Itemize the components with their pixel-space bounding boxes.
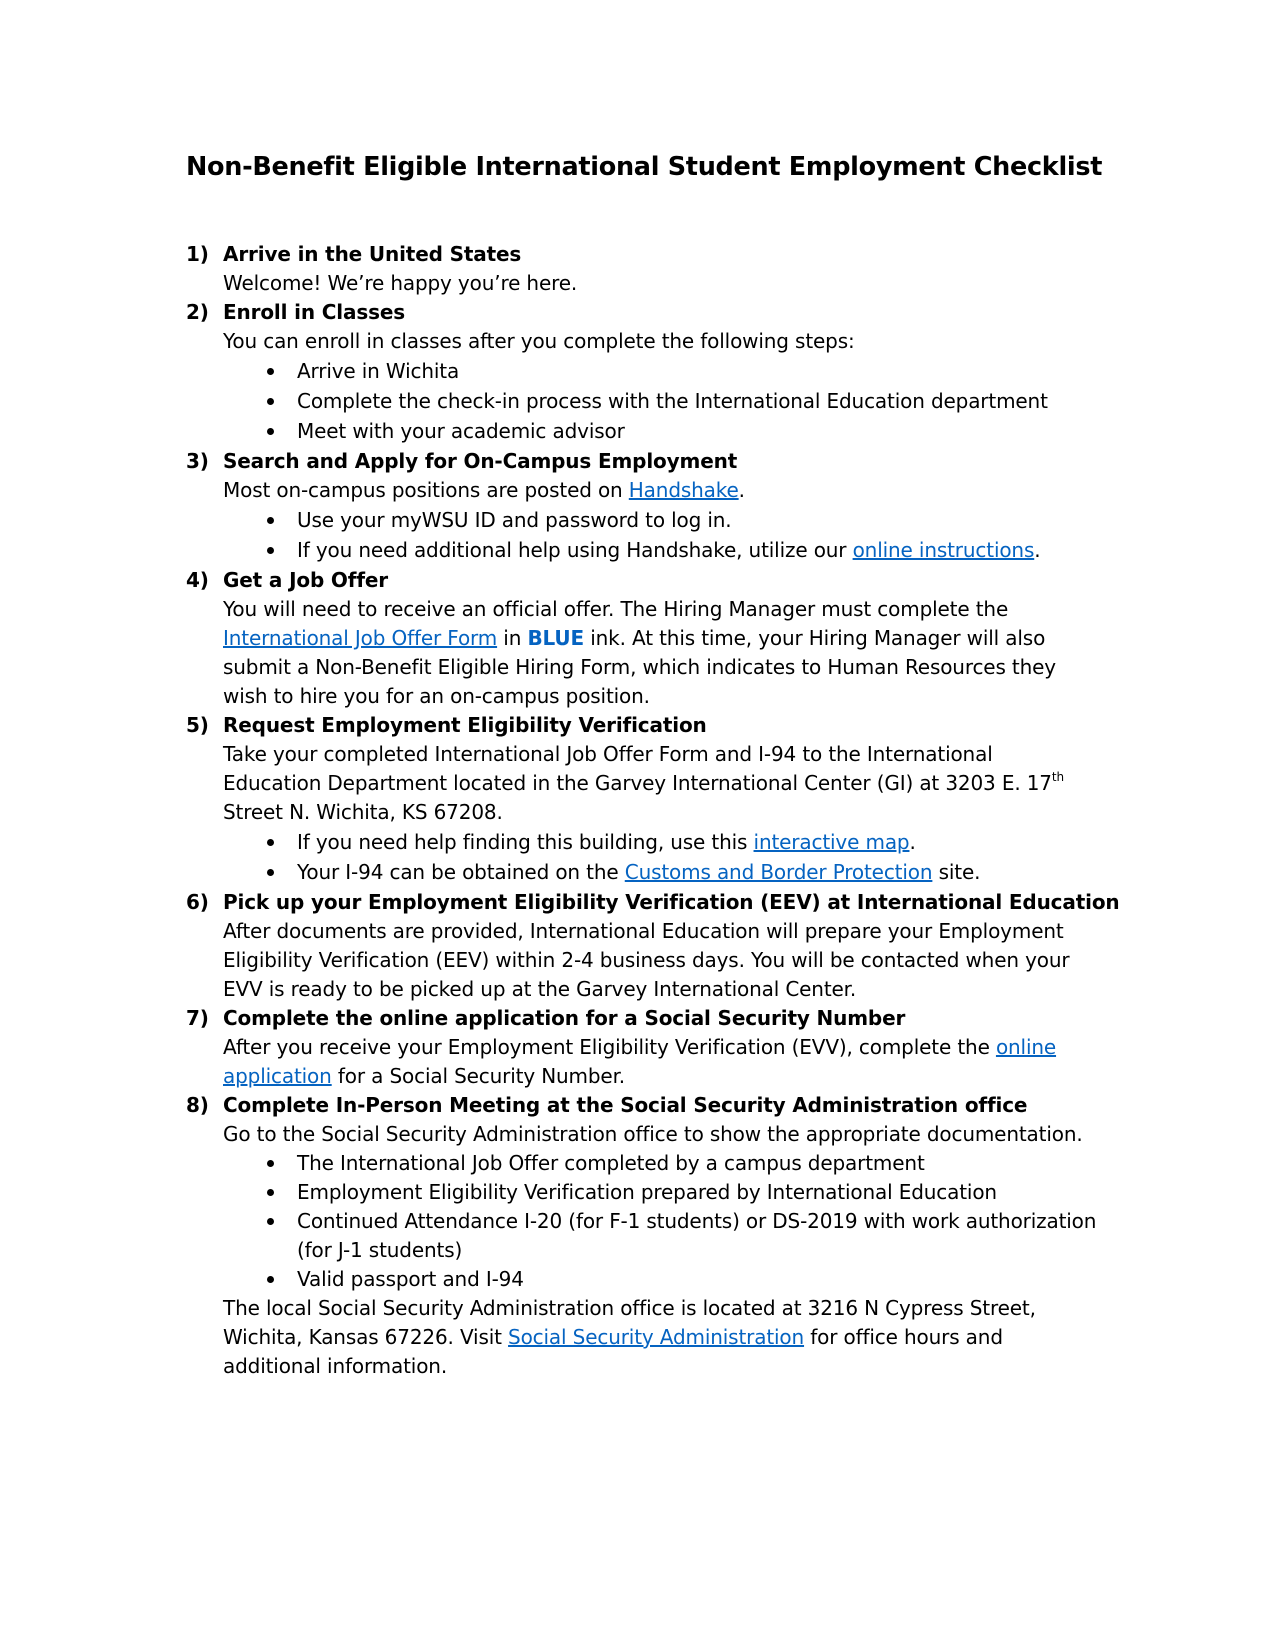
step-1-text: Welcome! We’re happy you’re here. bbox=[223, 271, 578, 295]
list-item: Arrive in Wichita bbox=[297, 359, 460, 383]
step-5-line-2 bbox=[223, 768, 1064, 798]
step-5-line-2-text: Education Department located in the Garvey International Center (GI) at 3203 E. 17 bbox=[223, 771, 1052, 795]
bullet-icon bbox=[267, 1160, 274, 1167]
list-item-text: If you need additional help using Handshake, utilize our bbox=[297, 538, 853, 562]
bullet-icon bbox=[267, 1189, 274, 1196]
step-2-text: You can enroll in classes after you complete the following steps: bbox=[223, 329, 855, 353]
step-4-line-2-text: in bbox=[497, 626, 528, 650]
list-item-text: Your I-94 can be obtained on the bbox=[297, 860, 625, 884]
step-7-line-1 bbox=[223, 1032, 1056, 1062]
step-4-line-2-end: ink. At this time, your Hiring Manager will also bbox=[584, 626, 1046, 650]
online-application-link[interactable]: online bbox=[995, 1035, 1057, 1059]
bullet-icon bbox=[267, 398, 274, 405]
step-4-line-3: submit a Non-Benefit Eligible Hiring Form, which indicates to Human Resources they bbox=[223, 655, 1056, 679]
list-item: Use your myWSU ID and password to log in. bbox=[297, 508, 732, 532]
bullet-icon bbox=[267, 1218, 274, 1225]
step-1-heading: Arrive in the United States bbox=[223, 242, 522, 266]
online-application-link-cont[interactable]: application bbox=[223, 1064, 332, 1088]
list-item: The International Job Offer completed by a campus department bbox=[297, 1151, 925, 1175]
list-item-text-end: . bbox=[909, 830, 916, 854]
blue-ink-emphasis: BLUE bbox=[527, 626, 585, 650]
social-security-administration-link[interactable]: Social Security Administration bbox=[508, 1325, 805, 1349]
list-item bbox=[297, 535, 1040, 565]
step-4-line-4: wish to hire you for an on-campus position. bbox=[223, 684, 650, 708]
bullet-icon bbox=[267, 428, 274, 435]
step-3-number: 3) bbox=[186, 449, 209, 473]
step-8-number: 8) bbox=[186, 1093, 209, 1117]
step-2-heading: Enroll in Classes bbox=[223, 300, 405, 324]
bullet-icon bbox=[267, 839, 274, 846]
step-3-heading: Search and Apply for On-Campus Employment bbox=[223, 449, 738, 473]
list-item: Valid passport and I-94 bbox=[297, 1267, 524, 1291]
handshake-link[interactable]: Handshake bbox=[628, 478, 739, 502]
list-item: Continued Attendance I-20 (for F-1 students) or DS-2019 with work authorization bbox=[297, 1209, 1097, 1233]
step-8-after-line-2 bbox=[223, 1322, 1003, 1352]
step-3-text bbox=[223, 475, 745, 505]
list-item-text-end: site. bbox=[932, 860, 981, 884]
bullet-icon bbox=[267, 547, 274, 554]
list-item: Complete the check-in process with the International Education department bbox=[297, 389, 1048, 413]
online-instructions-link[interactable]: online instructions bbox=[852, 538, 1035, 562]
step-7-line-2 bbox=[223, 1061, 625, 1091]
step-6-line-1: After documents are provided, International Education will prepare your Employment bbox=[223, 919, 1064, 943]
step-8-after-line-1: The local Social Security Administration office is located at 3216 N Cypress Street, bbox=[223, 1296, 1036, 1320]
step-7-heading: Complete the online application for a Social Security Number bbox=[223, 1006, 906, 1030]
step-8-text: Go to the Social Security Administration office to show the appropriate documentation. bbox=[223, 1122, 1083, 1146]
step-6-line-2: Eligibility Verification (EEV) within 2-4 business days. You will be contacted when your bbox=[223, 948, 1070, 972]
page-title: Non-Benefit Eligible International Student Employment Checklist bbox=[186, 152, 1103, 182]
list-item bbox=[297, 827, 916, 857]
step-6-number: 6) bbox=[186, 890, 209, 914]
step-8-after-text-end: for office hours and bbox=[804, 1325, 1003, 1349]
list-item: Meet with your academic advisor bbox=[297, 419, 625, 443]
bullet-icon bbox=[267, 368, 274, 375]
interactive-map-link[interactable]: interactive map bbox=[753, 830, 910, 854]
step-5-heading: Request Employment Eligibility Verification bbox=[223, 713, 707, 737]
list-item: Employment Eligibility Verification prepared by International Education bbox=[297, 1180, 997, 1204]
step-5-number: 5) bbox=[186, 713, 209, 737]
bullet-icon bbox=[267, 517, 274, 524]
step-7-line-1-text: After you receive your Employment Eligibility Verification (EVV), complete the bbox=[223, 1035, 996, 1059]
step-5-line-3: Street N. Wichita, KS 67208. bbox=[223, 800, 503, 824]
step-8-after-line-3: additional information. bbox=[223, 1354, 448, 1378]
step-5-line-1: Take your completed International Job Offer Form and I-94 to the International bbox=[223, 742, 993, 766]
list-item-text-end: . bbox=[1034, 538, 1041, 562]
step-3-text-lead: Most on-campus positions are posted on bbox=[223, 478, 629, 502]
step-1-number: 1) bbox=[186, 242, 209, 266]
step-3-text-end: . bbox=[738, 478, 745, 502]
step-8-after-text: Wichita, Kansas 67226. Visit bbox=[223, 1325, 509, 1349]
step-7-line-2-text: for a Social Security Number. bbox=[331, 1064, 626, 1088]
list-item-continuation: (for J-1 students) bbox=[297, 1238, 463, 1262]
step-7-number: 7) bbox=[186, 1006, 209, 1030]
list-item bbox=[297, 857, 980, 887]
list-item-text: If you need help finding this building, use this bbox=[297, 830, 754, 854]
step-8-heading: Complete In-Person Meeting at the Social Security Administration office bbox=[223, 1093, 1028, 1117]
step-4-line-1: You will need to receive an official offer. The Hiring Manager must complete the bbox=[223, 597, 1009, 621]
bullet-icon bbox=[267, 1276, 274, 1283]
customs-border-protection-link[interactable]: Customs and Border Protection bbox=[624, 860, 933, 884]
step-6-heading: Pick up your Employment Eligibility Verification (EEV) at International Education bbox=[223, 890, 1120, 914]
ordinal-suffix: th bbox=[1051, 770, 1064, 784]
job-offer-form-link[interactable]: International Job Offer Form bbox=[223, 626, 498, 650]
step-4-heading: Get a Job Offer bbox=[223, 568, 389, 592]
step-4-number: 4) bbox=[186, 568, 209, 592]
bullet-icon bbox=[267, 869, 274, 876]
step-6-line-3: EVV is ready to be picked up at the Garvey International Center. bbox=[223, 977, 857, 1001]
step-4-line-2 bbox=[223, 623, 1045, 653]
step-2-number: 2) bbox=[186, 300, 209, 324]
